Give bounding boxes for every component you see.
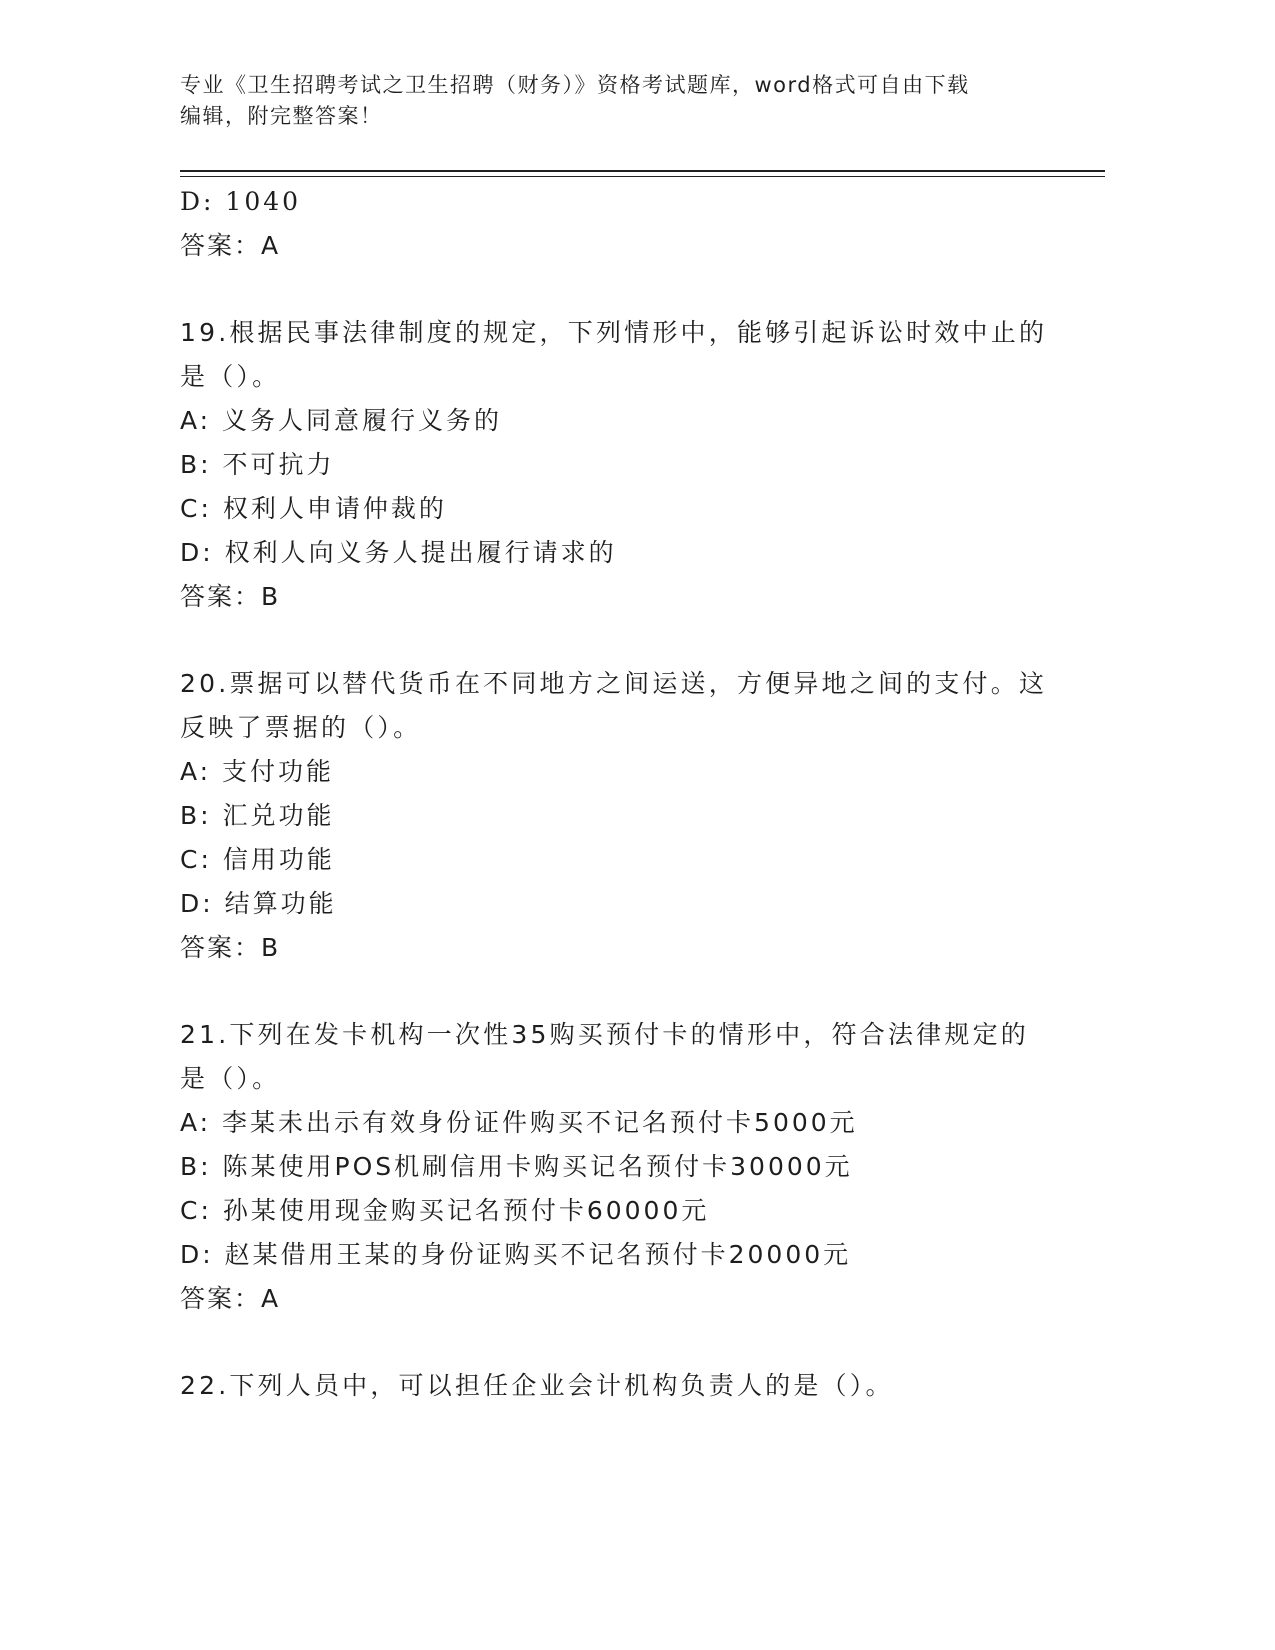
option-b: B: 不可抗力 [180, 450, 335, 479]
answer-line: 答案：B [180, 582, 281, 611]
question-stem [180, 311, 1080, 399]
header-divider-thick [180, 170, 1105, 172]
option-a: A: 义务人同意履行义务的 [180, 406, 503, 435]
question-stem [180, 1364, 1080, 1408]
header-divider-thin [180, 176, 1105, 177]
stem-line-2: 是（）。 [180, 1064, 281, 1093]
option-a: A: 支付功能 [180, 757, 335, 786]
answer-line: 答案：B [180, 933, 281, 962]
stem-line-1: 22.下列人员中，可以担任企业会计机构负责人的是（）。 [180, 1371, 894, 1400]
question-stem [180, 1013, 1080, 1101]
question-22 [180, 1364, 1080, 1408]
question-list [180, 180, 1080, 1408]
header-line-1: 专业《卫生招聘考试之卫生招聘（财务）》资格考试题库，word格式可自由下载 [180, 73, 970, 97]
option-d: D: 赵某借用王某的身份证购买不记名预付卡20000元 [180, 1240, 852, 1269]
option-c: C: 孙某使用现金购买记名预付卡60000元 [180, 1196, 710, 1225]
spacer [180, 268, 1080, 311]
spacer [180, 619, 1080, 662]
option-b: B: 陈某使用POS机刷信用卡购买记名预付卡30000元 [180, 1152, 853, 1181]
stem-line-1: 20.票据可以替代货币在不同地方之间运送，方便异地之间的支付。这 [180, 669, 1048, 698]
option-a: A: 李某未出示有效身份证件购买不记名预付卡5000元 [180, 1108, 858, 1137]
question-18-tail [180, 180, 1080, 268]
option-d: D: 结算功能 [180, 889, 337, 918]
question-19 [180, 311, 1080, 619]
question-21 [180, 1013, 1080, 1321]
stem-line-2: 是（）。 [180, 362, 281, 391]
spacer [180, 1321, 1080, 1364]
stem-line-1: 21.下列在发卡机构一次性35购买预付卡的情形中，符合法律规定的 [180, 1020, 1029, 1049]
option-c: C: 权利人申请仲裁的 [180, 494, 447, 523]
option-d: D: 权利人向义务人提出履行请求的 [180, 538, 617, 567]
option-c: C: 信用功能 [180, 845, 335, 874]
answer-line: 答案：A [180, 231, 281, 260]
header-line-2: 编辑，附完整答案！ [180, 104, 383, 128]
stem-line-1: 19.根据民事法律制度的规定，下列情形中，能够引起诉讼时效中止的 [180, 318, 1048, 347]
question-20 [180, 662, 1080, 970]
document-header [180, 70, 1060, 132]
answer-line: 答案：A [180, 1284, 281, 1313]
option-b: B: 汇兑功能 [180, 801, 335, 830]
stem-line-2: 反映了票据的（）。 [180, 713, 422, 742]
option-d: D: 1040 [180, 187, 302, 216]
spacer [180, 970, 1080, 1013]
question-stem [180, 662, 1080, 750]
